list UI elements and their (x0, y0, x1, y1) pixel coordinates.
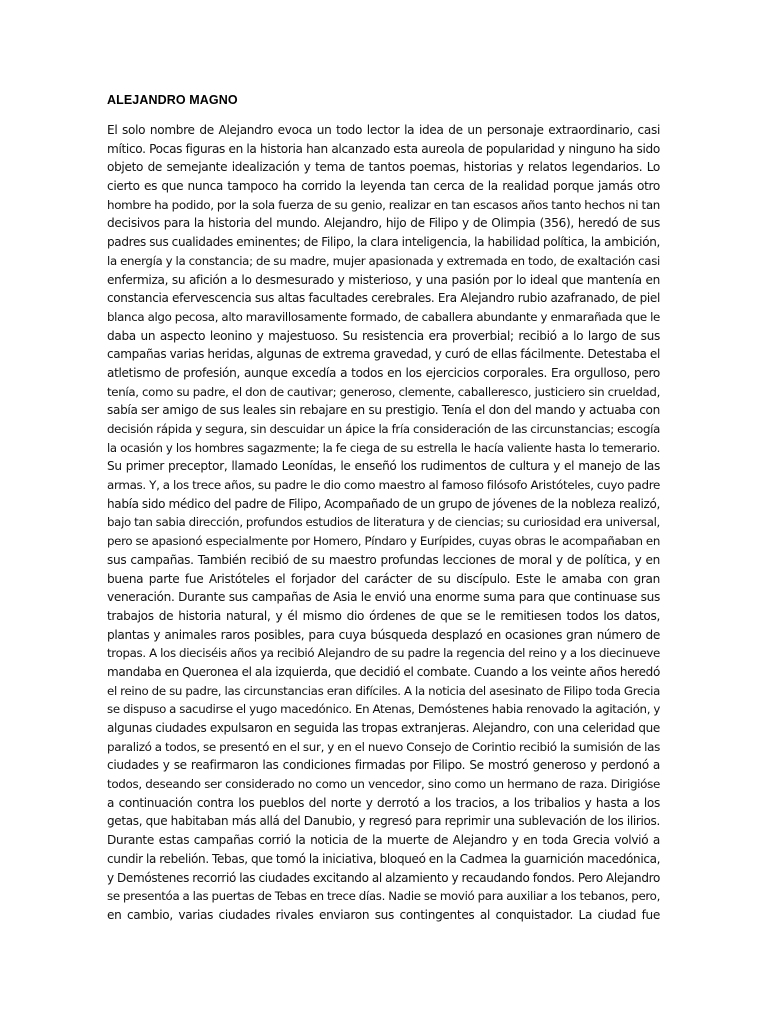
body-text-line: se dispuso a sacudirse el yugo macedónico. En Atenas, Demóstenes habia renovado la agitación, y (107, 702, 660, 717)
body-text-line: ciudades y se reafirmaron las condiciones firmadas por Filipo. Se mostró generoso y perdonó a (107, 758, 660, 773)
body-text-line: el reino de su padre, las circunstancias eran difíciles. A la noticia del asesinato de Filipo toda Grecia (107, 683, 660, 698)
body-text-line: mítico. Pocas figuras en la historia han alcanzado esta aureola de popularidad y ninguno ha sido (107, 141, 660, 156)
body-text-line: bajo tan sabia dirección, profundos estudios de literatura y de ciencias; su curiosidad era universal, (107, 515, 660, 530)
body-text-line: plantas y animales raros posibles, para cuya búsqueda desplazó en ocasiones gran número de (107, 627, 660, 642)
body-text-line: getas, que habitaban más allá del Danubio, y regresó para reprimir una sublevación de los ilirios. (107, 814, 660, 829)
body-text-line: sus campañas. También recibió de su maestro profundas lecciones de moral y de política, y en (107, 552, 660, 567)
body-text-line: tenía, como su padre, el don de cautivar; generoso, clemente, caballeresco, justiciero sin crueldad, (107, 384, 660, 399)
body-text-line: mandaba en Queronea el ala izquierda, que decidió el combate. Cuando a los veinte años heredó (107, 664, 660, 679)
body-text-line: padres sus cualidades eminentes; de Filipo, la clara inteligencia, la habilidad política, la ambición, (107, 235, 660, 250)
body-text-line: decisivos para la historia del mundo. Alejandro, hijo de Filipo y de Olimpia (356), heredó de sus (107, 216, 660, 231)
body-text-line: Su primer preceptor, llamado Leonídas, le enseñó los rudimentos de cultura y el manejo de las (107, 459, 660, 474)
body-text-line: armas. Y, a los trece años, su padre le dio como maestro al famoso filósofo Aristóteles, cuyo padre (107, 478, 660, 493)
body-text-line: atletismo de profesión, aunque excedía a todos en los ejercicios corporales. Era orgulloso, pero (107, 365, 660, 380)
body-text-line: tropas. A los dieciséis años ya recibió Alejandro de su padre la regencia del reino y a los diecinueve (107, 646, 660, 661)
body-text-line: algunas ciudades expulsaron en seguida las tropas extranjeras. Alejandro, con una celeridad que (107, 721, 660, 735)
body-text-line: a continuación contra los pueblos del norte y derrotó a los tracios, a los tribalios y hasta a los (107, 795, 660, 810)
body-text-line: cierto es que nunca tampoco ha corrido la leyenda tan cerca de la realidad porque jamás otro (107, 179, 660, 194)
body-text-line: El solo nombre de Alejandro evoca un todo lector la idea de un personaje extraordinario, casi (107, 123, 660, 137)
body-text-line: cundir la rebelión. Tebas, que tomó la iniciativa, bloqueó en la Cadmea la guarnición macedónica, (107, 851, 660, 866)
body-text-line: la ocasión y los hombres sagazmente; la fe ciega de su estrella le hacía valiente hasta lo temerario. (107, 440, 660, 455)
body-text-line: buena parte fue Aristóteles el forjador del carácter de su discípulo. Este le amaba con gran (107, 571, 660, 586)
body-text-line: blanca algo pecosa, alto maravillosamente formado, de caballera abundante y enmarañada que le (107, 309, 660, 324)
body-text-line: veneración. Durante sus campañas de Asia le envió una enorme suma para que continuase sus (107, 590, 660, 605)
document-body (107, 121, 660, 925)
body-text-line: todos, deseando ser considerado no como un vencedor, sino como un hermano de raza. Dirigióse (107, 777, 660, 792)
body-text-line: decisión rápida y segura, sin descuidar un ápice la fría consideración de las circunstancias; escogía (107, 422, 660, 436)
body-text-line: sabía ser amigo de sus leales sin rebajare en su prestigio. Tenía el don del mando y actuaba con (107, 403, 660, 418)
body-text-line: la energía y la constancia; de su madre, mujer apasionada y extremada en todo, de exaltación casi (107, 253, 660, 268)
body-text-line: hombre ha podido, por la sola fuerza de su genio, realizar en tan escasos años tanto hechos ni tan (107, 197, 660, 212)
body-text-line: daba un aspecto leonino y majestuoso. Su resistencia era proverbial; recibió a lo largo de sus (107, 328, 660, 343)
body-text-line: objeto de semejante idealización y tema de tantos poemas, historias y relatos legendarios. Lo (107, 160, 660, 175)
body-text-line: en cambio, varias ciudades rivales enviaron sus contingentes al conquistador. La ciudad fue (107, 907, 660, 922)
body-text-line: enfermiza, su afición a lo desmesurado y misterioso, y una pasión por lo ideal que mantenía en (107, 272, 660, 287)
body-text-line: Durante estas campañas corrió la noticia de la muerte de Alejandro y en toda Grecia volvió a (107, 833, 660, 848)
body-text-line: constancia efervescencia sus altas facultades cerebrales. Era Alejandro rubio azafranado, de piel (107, 291, 660, 306)
body-text-line: se presentóa a las puertas de Tebas en trece días. Nadie se movió para auxiliar a los tebanos, pero, (107, 889, 660, 904)
body-text-line: pero se apasionó especialmente por Homero, Píndaro y Eurípides, cuyas obras le acompañaban en (107, 534, 660, 549)
body-text-line: campañas varias heridas, algunas de extrema gravedad, y curó de ellas fácilmente. Detestaba el (107, 347, 660, 362)
body-text-line: trabajos de historia natural, y él mismo dio órdenes de que se le remitiesen todos los datos, (107, 608, 660, 623)
body-text-line: y Demóstenes recorrió las ciudades excitando al alzamiento y recaudando fondos. Pero Alejandro (107, 870, 660, 885)
body-text-line: había sido médico del padre de Filipo, Acompañado de un grupo de jóvenes de la nobleza realizó, (107, 496, 660, 511)
body-text-line: paralizó a todos, se presentó en el sur, y en el nuevo Consejo de Corintio recibió la sumisión de las (107, 739, 660, 754)
document-title: ALEJANDRO MAGNO (107, 93, 238, 107)
